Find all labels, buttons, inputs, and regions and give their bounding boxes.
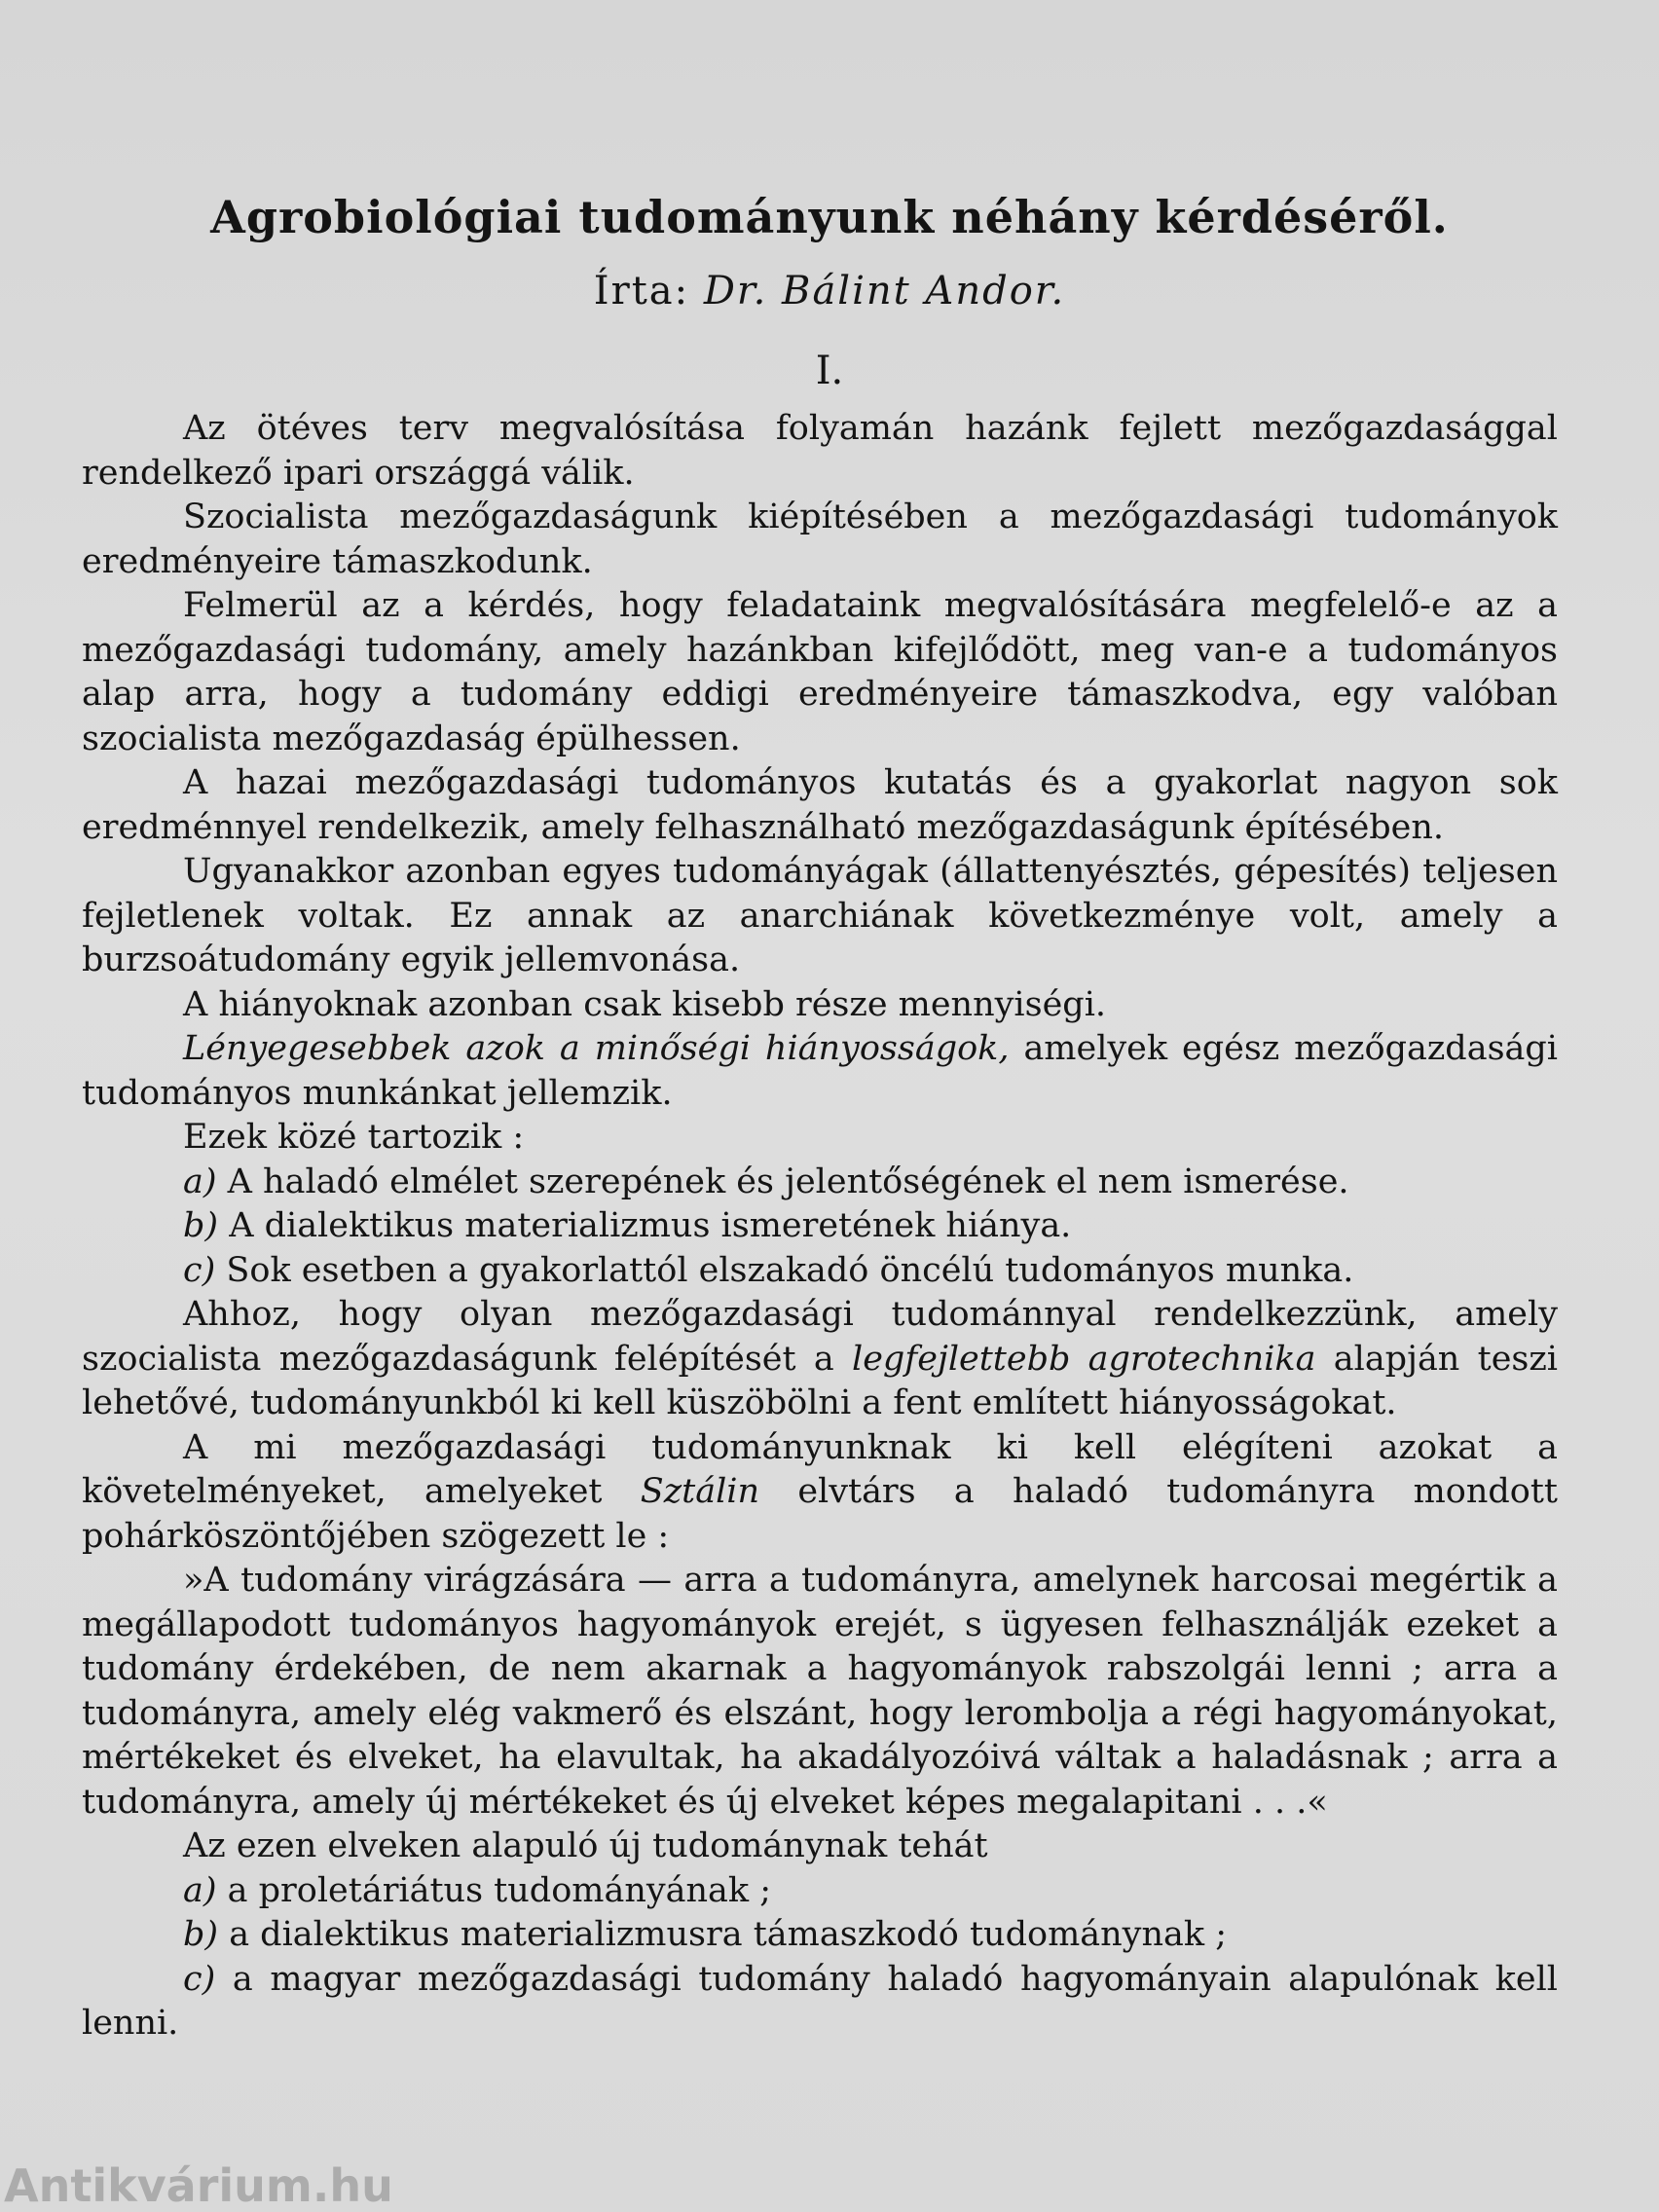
page-title: Agrobiológiai tudományunk néhány kérdéséről. [210, 191, 1449, 243]
list-item: a) a proletáriátus tudományának ; [183, 1870, 772, 1910]
article-body [82, 407, 1558, 2046]
paragraph: Az ötéves terv megvalósítása folyamán hazánk fejlett mezőgazdasággal rendelkező ipari országgá válik. [82, 409, 1558, 493]
quote-paragraph: »A tudomány virágzására — arra a tudományra, amelynek harcosai megértik a megállapodott tudományos hagyományok erejét, s ügyesen felhasználják ezeket a tudomány érdekében, de nem akarnak a hagyományok rabszolgái lenni ; arra a tudományra, amely elég vakmerő és elszánt, hogy lerombolja a régi hagyományokat, mértékeket és elveket, ha elavultak, ha akadályozóivá váltak a haladásnak ; arra a tudományra, amely új mértékeket és új elveket képes megalapitani . . .« [82, 1561, 1558, 1822]
paragraph: Ahhoz, hogy olyan mezőgazdasági tudománnyal rendelkezzünk, amely szocialista mezőgazdaságunk felépítését a legfejlettebb agrotechnika alapján teszi lehetővé, tudományunkból ki kell küszöbölni a fent említett hiányosságokat. [82, 1295, 1558, 1422]
section-number: I. [815, 349, 844, 393]
paragraph: Felmerül az a kérdés, hogy feladataink megvalósítására megfelelő-e az a mezőgazdasági tudomány, amely hazánkban kifejlődött, meg van-e a tudományos alap arra, hogy a tudomány eddigi eredményeire támaszkodva, egy valóban szocialista mezőgazdaság épülhessen. [82, 586, 1558, 758]
list-item: c) a magyar mezőgazdasági tudomány haladó hagyományain alapulónak kell lenni. [82, 1959, 1558, 2043]
paragraph: A mi mezőgazdasági tudományunknak ki kell elégíteni azokat a követelményeket, amelyeket Sztálin elvtárs a haladó tudományra mondott pohárköszöntőjében szögezett le : [82, 1427, 1558, 1556]
paragraph: Ezek közé tartozik : [183, 1118, 525, 1157]
paragraph: Ugyanakkor azonban egyes tudományágak (állattenyésztés, gépesítés) teljesen fejletlenek voltak. Ez annak az anarchiának következménye volt, amely a burzsoátudomány egyik jellemvonása. [82, 852, 1558, 979]
byline-prefix: Írta: [593, 269, 690, 313]
watermark: Antikvárium.hu [4, 2159, 393, 2212]
paragraph: A hiányoknak azonban csak kisebb része mennyiségi. [183, 984, 1107, 1024]
paragraph: Az ezen elveken alapuló új tudománynak tehát [183, 1826, 988, 1865]
list-item: b) a dialektikus materializmusra támaszkodó tudománynak ; [183, 1915, 1227, 1954]
paragraph: Lényegesebbek azok a minőségi hiányosságok, amelyek egész mezőgazdasági tudományos munkánkat jellemzik. [82, 1029, 1558, 1113]
list-item: b) A dialektikus materializmus ismeretének hiánya. [183, 1206, 1072, 1245]
list-item: a) A haladó elmélet szerepének és jelentőségének el nem ismerése. [183, 1161, 1349, 1201]
byline-author: Dr. Bálint Andor. [703, 269, 1066, 313]
list-item: c) Sok esetben a gyakorlattól elszakadó öncélú tudományos munka. [183, 1250, 1354, 1290]
paragraph: Szocialista mezőgazdaságunk kiépítésében a mezőgazdasági tudományok eredményeire támaszkodunk. [82, 498, 1558, 581]
paragraph: A hazai mezőgazdasági tudományos kutatás és a gyakorlat nagyon sok eredménnyel rendelkezik, amely felhasználható mezőgazdaságunk építésében. [82, 763, 1558, 847]
byline [0, 269, 1659, 313]
